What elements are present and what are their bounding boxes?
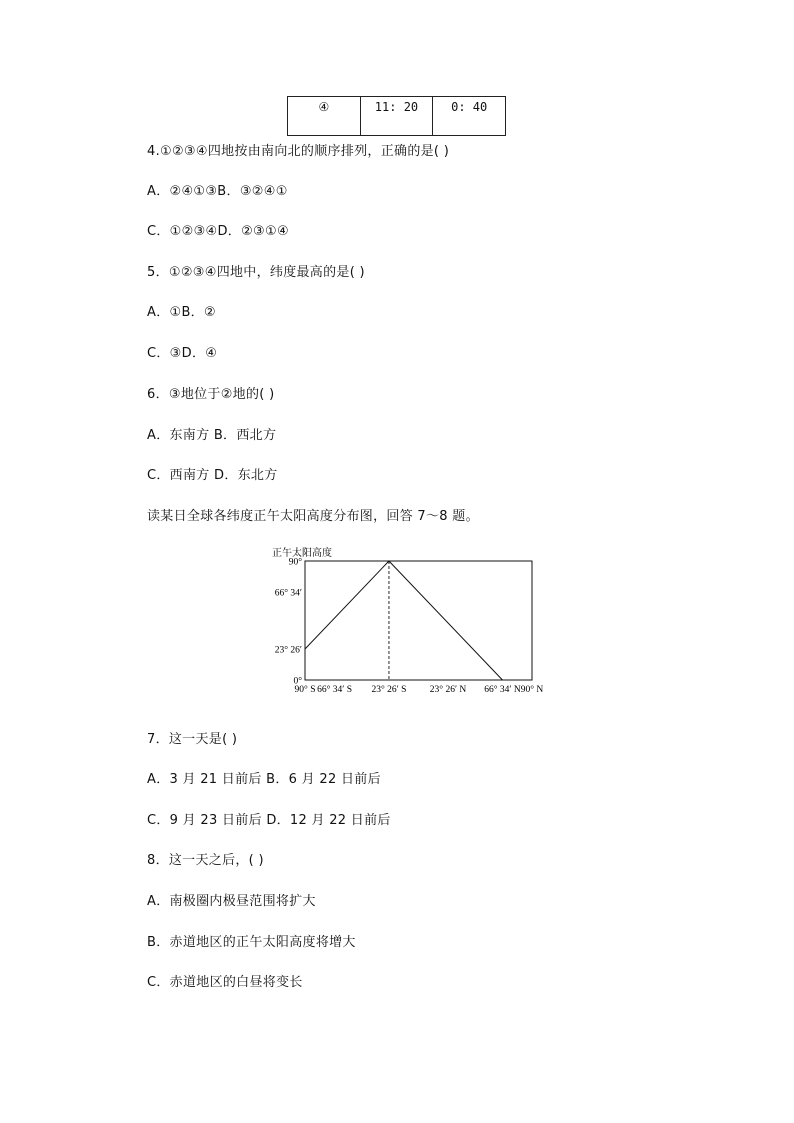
question-5: 5．①②③④四地中，纬度最高的是( ) bbox=[147, 265, 365, 280]
x-tick-label: 90° S bbox=[294, 685, 316, 695]
question-7: 7．这一天是( ) bbox=[147, 732, 238, 747]
time-table bbox=[287, 96, 506, 136]
solar-altitude-chart bbox=[262, 542, 562, 702]
chart-title: 正午太阳高度 bbox=[272, 548, 332, 559]
q5-options-ab: A．①B．② bbox=[147, 305, 216, 320]
q6-options-ab: A．东南方 B．西北方 bbox=[147, 428, 277, 443]
y-tick-label: 66° 34′ bbox=[274, 588, 302, 599]
q7-options-ab: A．3 月 21 日前后 B．6 月 22 日前后 bbox=[147, 772, 381, 787]
x-tick-label: 66° 34′ N bbox=[484, 685, 521, 695]
q4-options-ab: A．②④①③B．③②④① bbox=[147, 184, 288, 199]
x-tick-label: 66° 34′ S bbox=[317, 685, 353, 695]
chart-instruction: 读某日全球各纬度正午太阳高度分布图，回答 7～8 题。 bbox=[147, 509, 479, 524]
question-8: 8．这一天之后，( ) bbox=[147, 853, 264, 868]
x-tick-label: 90° N bbox=[520, 685, 544, 695]
y-tick-label: 0° bbox=[293, 676, 302, 687]
q4-options-cd: C．①②③④D．②③①④ bbox=[147, 224, 289, 239]
plot-frame bbox=[305, 561, 532, 680]
q6-options-cd: C．西南方 D．东北方 bbox=[147, 468, 278, 483]
solar-altitude-series bbox=[305, 561, 502, 680]
question-4: 4.①②③④四地按由南向北的顺序排列，正确的是( ) bbox=[147, 144, 450, 159]
y-tick-label: 90° bbox=[288, 557, 302, 568]
table-cell-time-2: 0: 40 bbox=[433, 97, 506, 136]
q8-option-a: A．南极圈内极昼范围将扩大 bbox=[147, 894, 316, 909]
q8-option-b: B．赤道地区的正午太阳高度将增大 bbox=[147, 935, 356, 950]
q8-option-c: C．赤道地区的白昼将变长 bbox=[147, 975, 303, 990]
table-cell-place: ④ bbox=[288, 97, 361, 136]
table-row bbox=[288, 97, 506, 136]
x-tick-label: 23° 26′ N bbox=[429, 685, 467, 695]
table-cell-time-1: 11: 20 bbox=[360, 97, 433, 136]
q5-options-cd: C．③D．④ bbox=[147, 346, 218, 361]
x-tick-label: 23° 26′ S bbox=[371, 685, 407, 695]
y-tick-label: 23° 26′ bbox=[274, 645, 302, 656]
q7-options-cd: C．9 月 23 日前后 D．12 月 22 日前后 bbox=[147, 813, 391, 828]
question-6: 6．③地位于②地的( ) bbox=[147, 387, 275, 402]
